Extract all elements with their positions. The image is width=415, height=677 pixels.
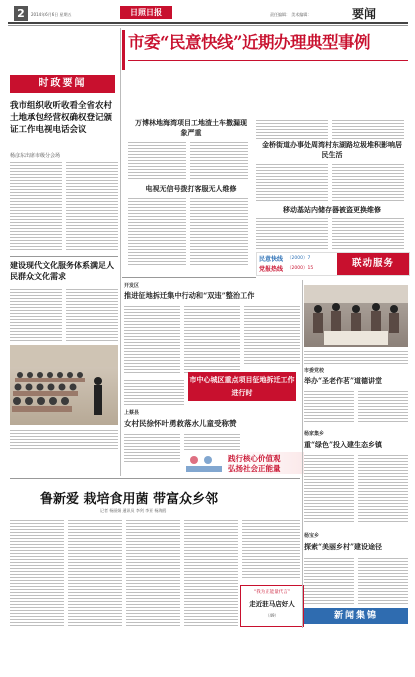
dev-zone-body-b <box>184 304 240 374</box>
main-title-underline <box>128 60 408 61</box>
masthead-text: 日照日报 <box>130 7 162 17</box>
main-title-bar <box>122 30 125 70</box>
shangcai-body-b <box>184 432 240 454</box>
story1-body-left <box>10 160 62 252</box>
col-divider-right <box>302 280 303 628</box>
politics-news-banner-text: 时政要闻 <box>38 78 87 89</box>
yangbao-body-b <box>358 556 408 604</box>
party-school-kicker: 市委党校 <box>304 368 325 374</box>
item1-body-b <box>190 140 248 180</box>
core-values-line1: 践行核心价值观 <box>228 454 281 463</box>
header-rule <box>8 22 408 24</box>
item4-title: 移动基站内储存器被盗更换维修 <box>283 205 381 214</box>
masthead-logo <box>120 6 172 19</box>
hotline-banner <box>256 252 410 276</box>
item1-body-a <box>128 140 186 180</box>
dev-zone-body-d <box>124 378 184 406</box>
linked-service-box <box>337 253 409 275</box>
story2-title: 建设现代文化服务体系满足人民群众文化需求 <box>10 260 114 281</box>
section-title: 要闻 <box>352 7 377 21</box>
politics-news-banner <box>10 75 115 93</box>
core-values-ad <box>184 452 304 474</box>
main-col-b-body1 <box>256 118 328 140</box>
dev-zone-kicker: 开发区 <box>124 283 140 289</box>
linked-service-text: 联动服务 <box>351 258 394 269</box>
hotline1-number: （2000）7 <box>287 256 311 261</box>
dev-zone-body-a <box>124 304 180 374</box>
mid-divider <box>122 277 256 278</box>
good-people-sub: （49） <box>265 613 279 618</box>
story1-body-right <box>66 160 118 252</box>
item3-body-a <box>256 162 328 202</box>
bottom-divider <box>10 478 300 479</box>
header-rule-thin <box>8 25 408 26</box>
shangcai-body-a <box>124 432 180 464</box>
dev-zone-title: 推进征地拆迁集中行动和“双违”整治工作 <box>124 291 255 300</box>
item1-title: 万博林地海湾项目工地渣土车撒漏现象严重 <box>135 118 247 137</box>
party-school-body-b <box>358 389 408 424</box>
yangjiaji-body-b <box>358 453 408 523</box>
yangbao-kicker: 杨宝乡 <box>304 533 320 539</box>
story1-subtitle: 杨彦东出席市级分会场 <box>10 153 61 159</box>
party-school-caption <box>304 349 408 365</box>
shangcai-title: 女村民徐怀叶勇救落水儿童受称赞 <box>124 419 237 428</box>
item2-title: 电视无信号拨打客服无人维修 <box>145 184 237 193</box>
news-roundup-banner <box>304 608 408 624</box>
item2-body-b <box>190 196 248 266</box>
story1-title: 我市组织收听收看全省农村土地承包经营权确权登记颁证工作电视电话会议 <box>10 101 113 135</box>
core-values-ad-figure <box>184 452 224 474</box>
item4-body-a <box>256 216 328 250</box>
hotline1-label: 民意快线 <box>259 256 284 263</box>
meeting-photo <box>10 345 118 425</box>
page-number: 2 <box>17 7 25 20</box>
bottom-body-d <box>184 518 238 628</box>
good-people-title: 走近驻马店好人 <box>249 600 295 608</box>
left-divider-1 <box>10 256 118 257</box>
bottom-body-a <box>10 518 64 628</box>
item3-title: 金桥街道办事处周湾村东湖路垃圾堆积影响居民生活 <box>262 140 402 159</box>
page-number-badge <box>14 6 28 21</box>
shangcai-kicker: 上蔡县 <box>124 410 140 416</box>
news-roundup-text: 新闻集锦 <box>333 611 378 621</box>
editor-line: 责任编辑： 美术编辑： <box>270 12 312 17</box>
yangjiaji-body-a <box>304 453 354 523</box>
col-divider-left <box>120 28 121 476</box>
story2-body-left <box>10 287 62 342</box>
yangjiaji-kicker: 杨家集乡 <box>304 431 325 437</box>
item4-body-b <box>332 216 404 250</box>
party-school-body-a <box>304 389 354 424</box>
hotline2-number: （2000）15 <box>287 266 314 271</box>
demolition-red-box <box>188 372 296 401</box>
main-col-c-body1 <box>332 118 404 140</box>
demolition-red-box-text: 市中心城区重点项目征地拆迁工作进行时 <box>189 375 295 397</box>
item3-body-b <box>332 162 404 202</box>
date-line: 2014年6月6日 星期五 <box>31 12 72 17</box>
audience-illustration <box>10 345 118 425</box>
party-school-photo <box>304 285 408 347</box>
yangbao-title: 探索“美丽乡村”建设途径 <box>304 542 383 551</box>
bottom-body-c <box>126 518 180 628</box>
bottom-byline: 记者 杨丽娟 通讯员 李剑 李亚 杨海鸥 <box>100 508 167 513</box>
bottom-body-b <box>68 518 122 628</box>
group-photo-illustration <box>304 285 408 347</box>
bottom-headline: 鲁新爱 栽培食用菌 带富众乡邻 <box>40 492 219 507</box>
photo-caption <box>10 428 118 450</box>
main-title: 市委“民意快线”近期办理典型事例 <box>128 33 370 52</box>
yangbao-body-a <box>304 556 354 604</box>
good-people-box <box>240 585 304 627</box>
bottom-body-e <box>242 518 300 578</box>
party-school-title: 举办“圣老作茗”道德讲堂 <box>304 376 383 385</box>
dev-zone-body-c <box>244 304 300 364</box>
hotline2-label: 党报热线 <box>259 266 284 273</box>
good-people-small: “我为正能量代言” <box>253 590 291 595</box>
yangjiaji-title: 重“绿色”投入建生态乡镇 <box>304 440 383 449</box>
core-values-line2: 弘扬社会正能量 <box>228 464 281 473</box>
story2-body-right <box>66 287 118 342</box>
item2-body-a <box>128 196 186 266</box>
